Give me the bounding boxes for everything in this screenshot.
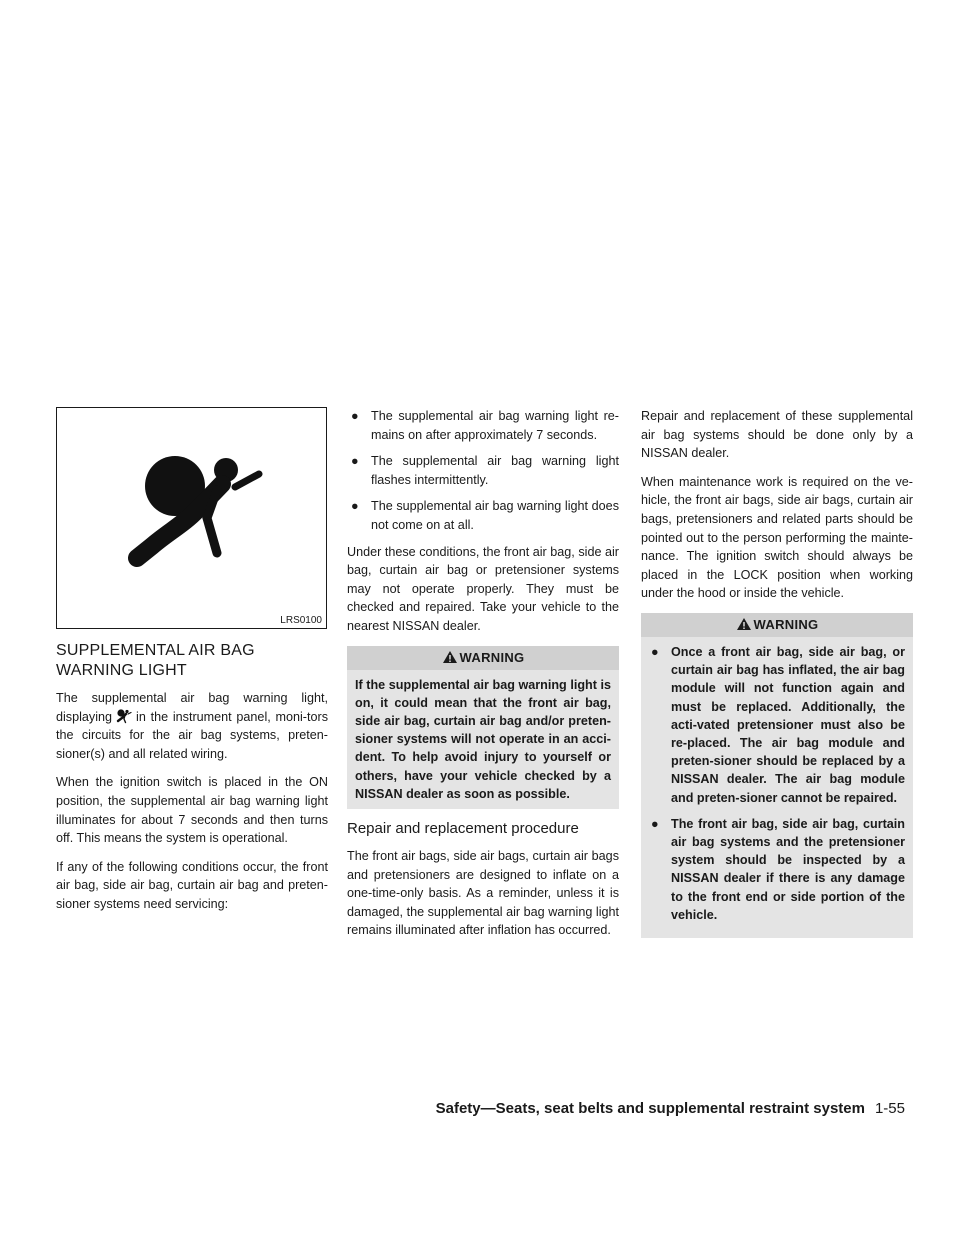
warning-triangle-icon: [736, 617, 752, 631]
column-right: [641, 407, 913, 948]
maintenance-paragraph: When maintenance work is required on the ve-hicle, the front air bags, side air bags, curtain air bags, pretensioners and related parts should be pointed out to the person performing the mainte-nance. The ignition switch should always be placed in the LOCK position when working under the hood or inside the vehicle.: [641, 474, 913, 601]
figure-label: LRS0100: [280, 615, 322, 626]
column-left: [56, 407, 328, 924]
warning-header: [347, 646, 619, 670]
warning-header: [641, 613, 913, 637]
airbag-warning-inline-icon: [114, 708, 132, 724]
subsection-title: Repair and replacement procedure: [347, 819, 579, 837]
list-item: ● The supplemental air bag warning light flashes intermittently.: [351, 454, 619, 487]
airbag-figure: [56, 407, 327, 629]
intro-paragraph: [56, 689, 328, 763]
intro-text-2: in the instrument panel, moni-tors the circuits for the air bag systems, preten-sioner(s) and all related wiring.: [56, 709, 328, 761]
bullet-icon: ●: [651, 644, 659, 659]
intro-text-1: The supplemental air bag warning light, displaying: [56, 691, 328, 724]
airbag-warning-icon: [57, 408, 328, 630]
bullet-icon: ●: [651, 816, 659, 831]
column-middle: [347, 407, 619, 950]
bullet-icon: ●: [351, 454, 359, 469]
section-title: SUPPLEMENTAL AIR BAG WARNING LIGHT: [56, 642, 255, 679]
conditions-paragraph: If any of the following conditions occur, the front air bag, side air bag, curtain air bag and preten-sioner systems need servicing:: [56, 859, 328, 911]
chapter-title: Safety—Seats, seat belts and supplemental restraint system: [435, 1100, 865, 1117]
page-number: 1-55: [874, 1100, 905, 1117]
list-item: ● The supplemental air bag warning light re-mains on after approximately 7 seconds.: [351, 409, 619, 442]
bullet-icon: ●: [351, 409, 359, 423]
warning-box: [641, 613, 913, 938]
page-footer: [436, 1100, 905, 1117]
warning-triangle-icon: [442, 650, 458, 664]
list-item: ● Once a front air bag, side air bag, or curtain air bag has inflated, the air bag module will not function again and must be replaced. Additionally, the acti-vated pretensioner must also be re-placed. The air bag module and preten-sioner should be replaced by a NISSAN dealer. The air bag module and preten-sioner cannot be repaired.: [651, 644, 905, 805]
warning-box: [347, 646, 619, 809]
list-item: ● The supplemental air bag warning light does not come on at all.: [351, 499, 619, 532]
warning-title: WARNING: [459, 649, 525, 665]
warning-title: WARNING: [753, 616, 819, 632]
warning-list: [641, 637, 913, 938]
repair-dealer-paragraph: Repair and replacement of these supplemental air bag systems should be done only by a NISSAN dealer.: [641, 409, 913, 461]
repair-paragraph: The front air bags, side air bags, curtain air bags and pretensioners are designed to inflate on a one-time-only basis. As a reminder, unless it is damaged, the supplemental air bag warning light remains illuminated after inflation has occurred.: [347, 848, 619, 938]
ignition-paragraph: When the ignition switch is placed in the ON position, the supplemental air bag warning light illuminates for about 7 seconds and then turns off. This means the system is operational.: [56, 775, 328, 846]
under-conditions-paragraph: Under these conditions, the front air bag, side air bag, curtain air bag or pretensioner systems may not operate properly. They must be checked and repaired. Take your vehicle to the nearest NISSAN dealer.: [347, 544, 619, 633]
list-item: ● The front air bag, side air bag, curtain air bag systems and the pretensioner system should be inspected by a NISSAN dealer if there is any damage to the front end or side portion of the vehicle.: [651, 816, 905, 922]
warning-text: If the supplemental air bag warning light is on, it could mean that the front air bag, side air bag, curtain air bag and/or preten-sioner systems will not operate in an acci-dent. To help avoid injury to yourself or others, have your vehicle checked by a NISSAN dealer as soon as possible.: [355, 677, 611, 801]
condition-list: [347, 407, 619, 535]
bullet-icon: ●: [351, 499, 359, 514]
